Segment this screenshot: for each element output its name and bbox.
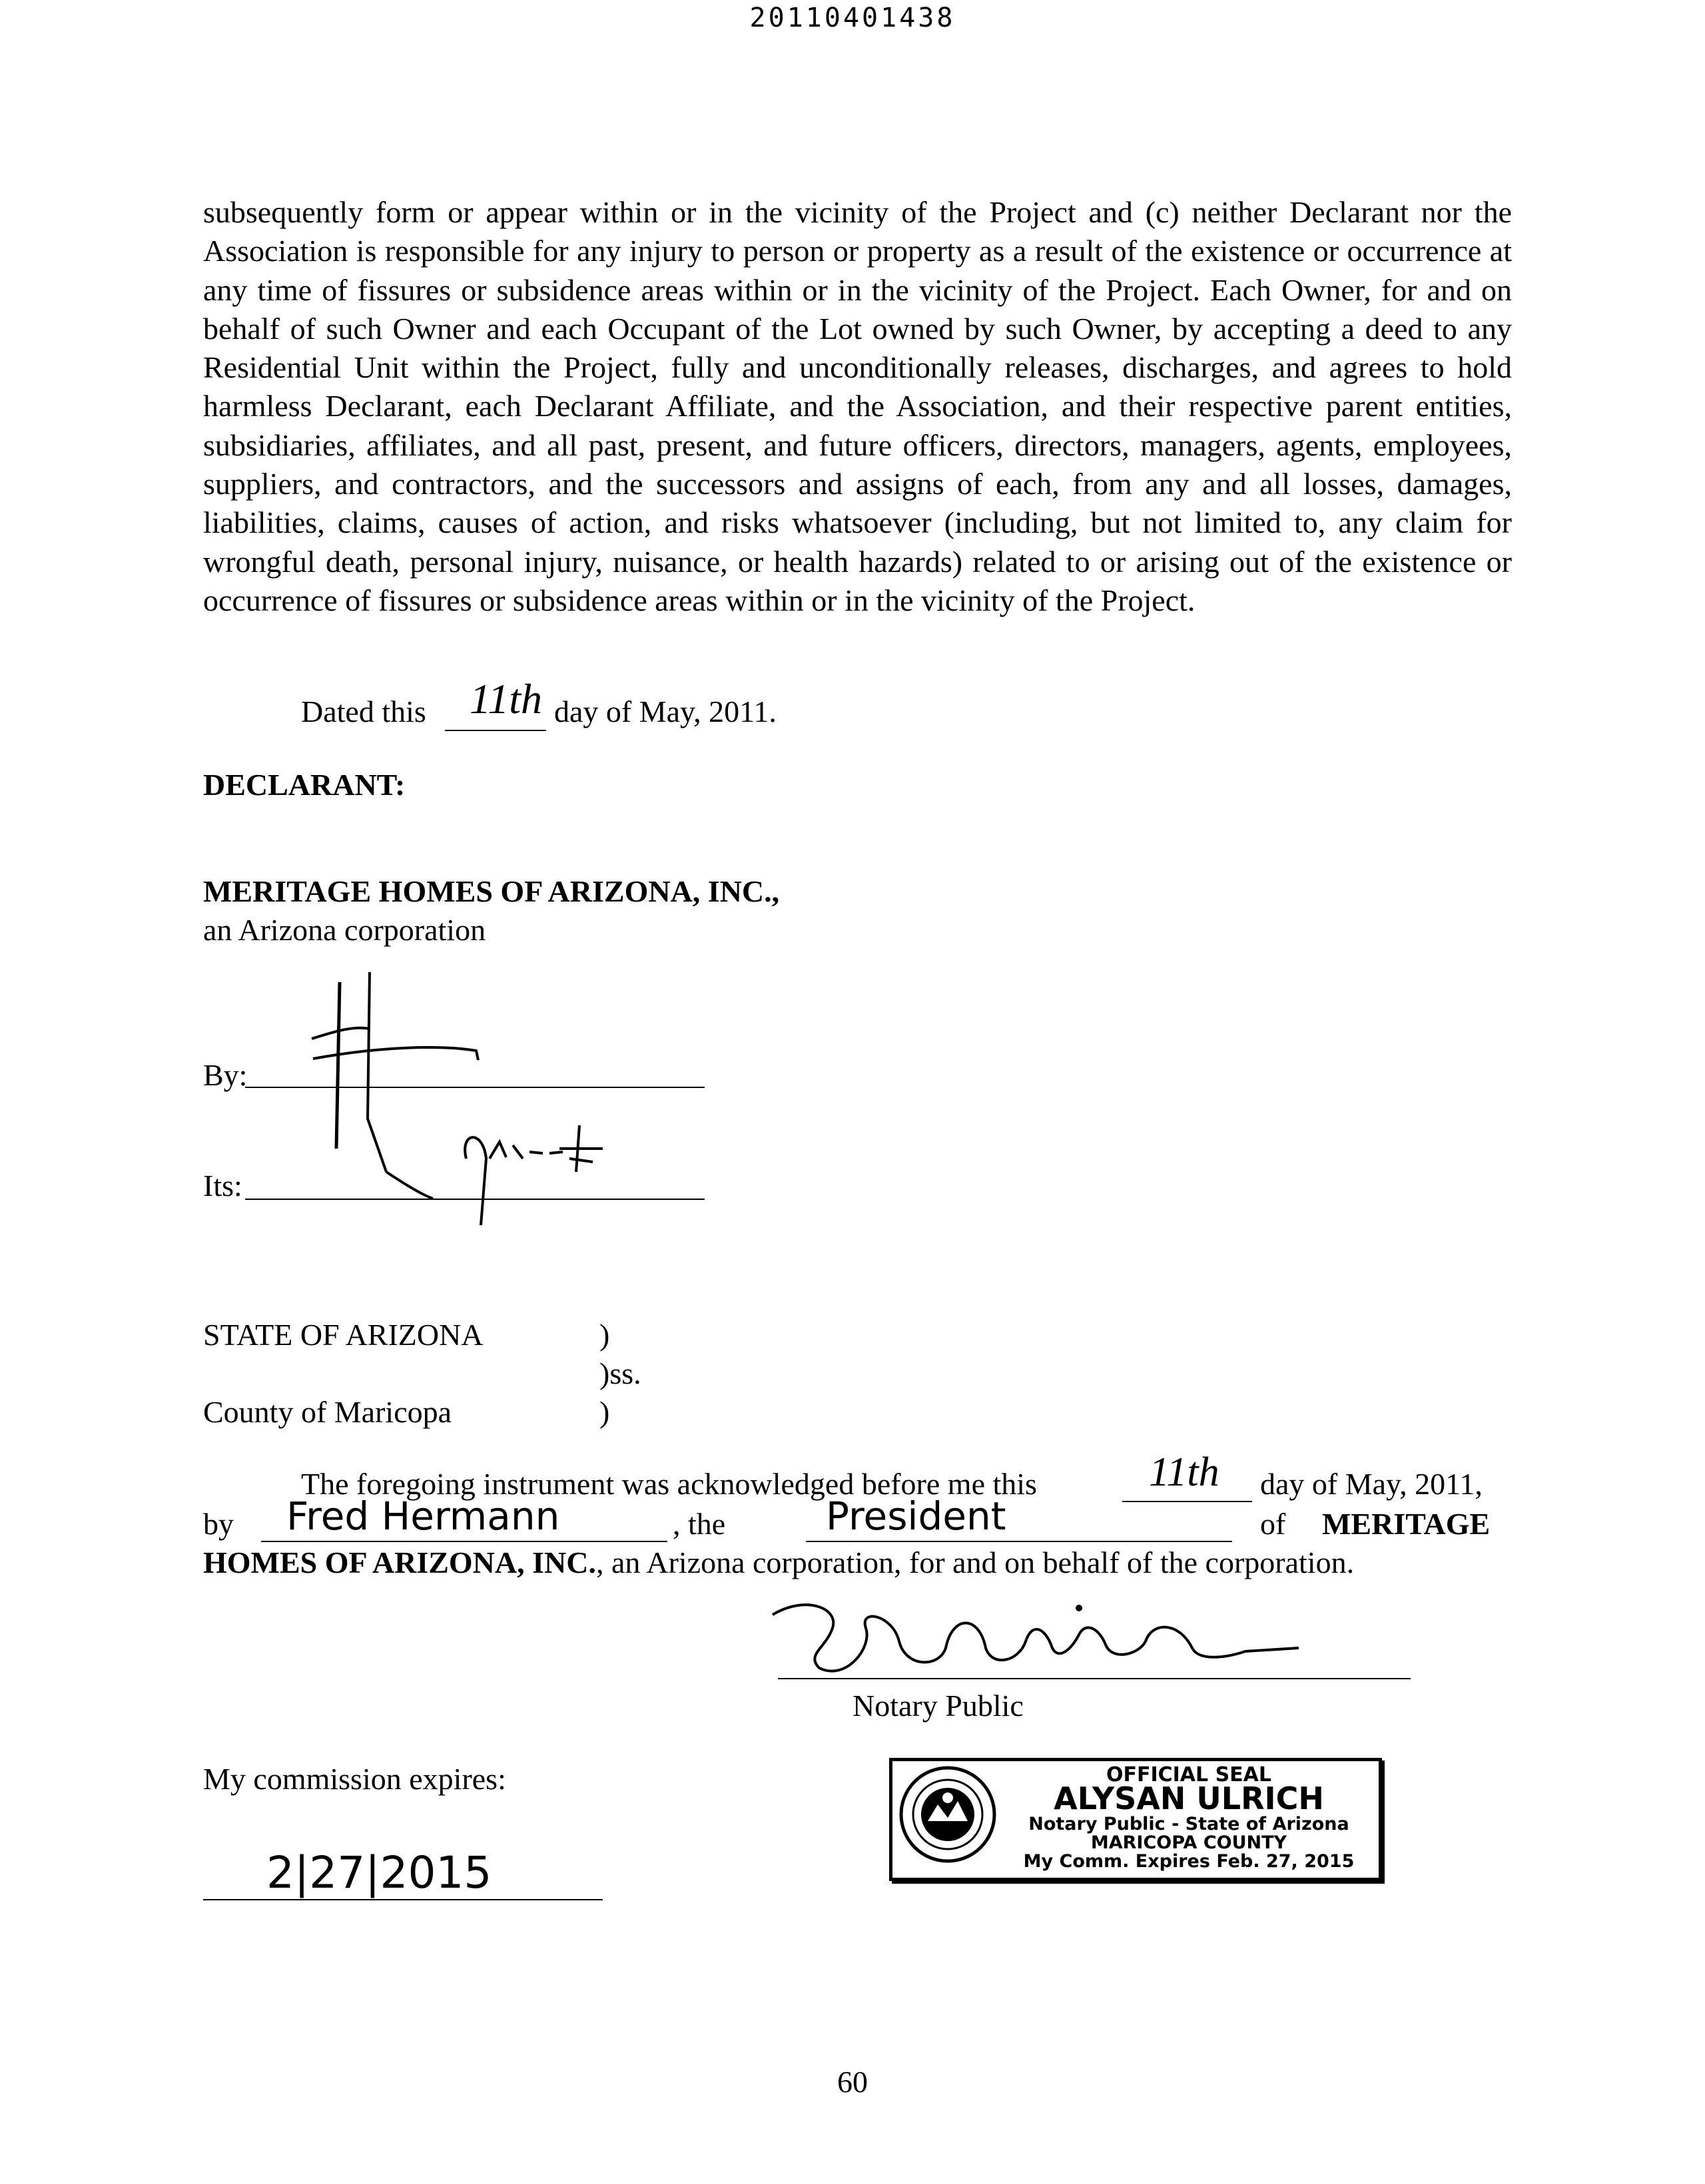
declarant-company-type: an Arizona corporation [203, 913, 486, 947]
ack-name-handwritten: Fred Hermann [286, 1494, 560, 1539]
venue-paren-bottom: ) [599, 1395, 610, 1429]
seal-line2: MARICOPA COUNTY [1090, 1832, 1287, 1853]
seal-title: OFFICIAL SEAL [1106, 1763, 1272, 1786]
body-paragraph: subsequently form or appear within or in the vicinity of the Project and (c) neither Declarant nor the Association is responsible for any injury to person or property as a result of the existence or occurrence at any time of fissures or subsidence areas within or in the vicinity of the Project. Each Owner, for and on behalf of such Owner and each Occupant of the Lot owned by such Owner, by accepting a deed to any Residential Unit within the Project, fully and unconditionally releases, discharges, and agrees to hold harmless Declarant, each Declarant Affiliate, and the Association, and their respective parent entities, subsidiaries, affiliates, and all past, present, and future officers, directors, managers, agents, employees, suppliers, and contractors, and the successors and assigns of each, from any and all losses, damages, liabilities, claims, causes of action, and risks whatsoever (including, but not limited to, any claim for wrongful death, personal injury, nuisance, or health hazards) related to or arising out of the existence or occurrence of fissures or subsidence areas within or in the vicinity of the Project. [203, 195, 1512, 617]
venue-county: County of Maricopa [203, 1395, 452, 1429]
ack-day-handwritten: 11th [1149, 1450, 1219, 1495]
commission-date-line [203, 1899, 603, 1900]
venue-ss: )ss. [599, 1356, 641, 1390]
its-label: Its: [203, 1169, 242, 1203]
seal-line3: My Comm. Expires Feb. 27, 2015 [1023, 1851, 1355, 1872]
dated-prefix: Dated this [301, 694, 426, 728]
dated-day-blank [445, 730, 546, 731]
ack-day-blank [1122, 1501, 1252, 1502]
ack-line1-prefix: The foregoing instrument was acknowledged before me this [301, 1467, 1037, 1501]
ack-line1-suffix: day of May, 2011, [1260, 1467, 1483, 1501]
ack-line3-suffix: , an Arizona corporation, for and on behalf of the corporation. [595, 1545, 1355, 1579]
ack-company-bold-1: MERITAGE [1322, 1507, 1491, 1541]
ack-the-label: , the [673, 1507, 726, 1541]
ack-title-handwritten: President [826, 1494, 1006, 1539]
seal-name: ALYSAN ULRICH [1054, 1780, 1324, 1816]
dated-suffix: day of May, 2011. [554, 694, 777, 728]
by-label: By: [203, 1058, 248, 1092]
ack-title-blank [806, 1541, 1232, 1542]
declarant-signature [306, 959, 653, 1238]
notary-signature [766, 1588, 1312, 1695]
document-number: 20110401438 [749, 3, 956, 33]
commission-label: My commission expires: [203, 1762, 506, 1796]
ack-of-label: of [1260, 1507, 1286, 1541]
declarant-company: MERITAGE HOMES OF ARIZONA, INC., [203, 874, 780, 908]
ack-name-blank [261, 1541, 667, 1542]
declarant-heading: DECLARANT: [203, 768, 406, 802]
page-number: 60 [837, 2065, 868, 2099]
venue-paren-top: ) [599, 1318, 610, 1352]
arizona-state-seal-icon [898, 1765, 998, 1864]
commission-date-handwritten: 2|27|2015 [266, 1847, 492, 1898]
ack-company-bold-2: HOMES OF ARIZONA, INC. [203, 1545, 596, 1579]
seal-line1: Notary Public - State of Arizona [1028, 1814, 1349, 1834]
ack-by-label: by [203, 1507, 234, 1541]
dated-day-handwritten: 11th [470, 675, 543, 722]
ack-line3 [203, 1545, 1354, 1580]
notary-label: Notary Public [852, 1689, 1024, 1723]
venue-state: STATE OF ARIZONA [203, 1318, 484, 1352]
